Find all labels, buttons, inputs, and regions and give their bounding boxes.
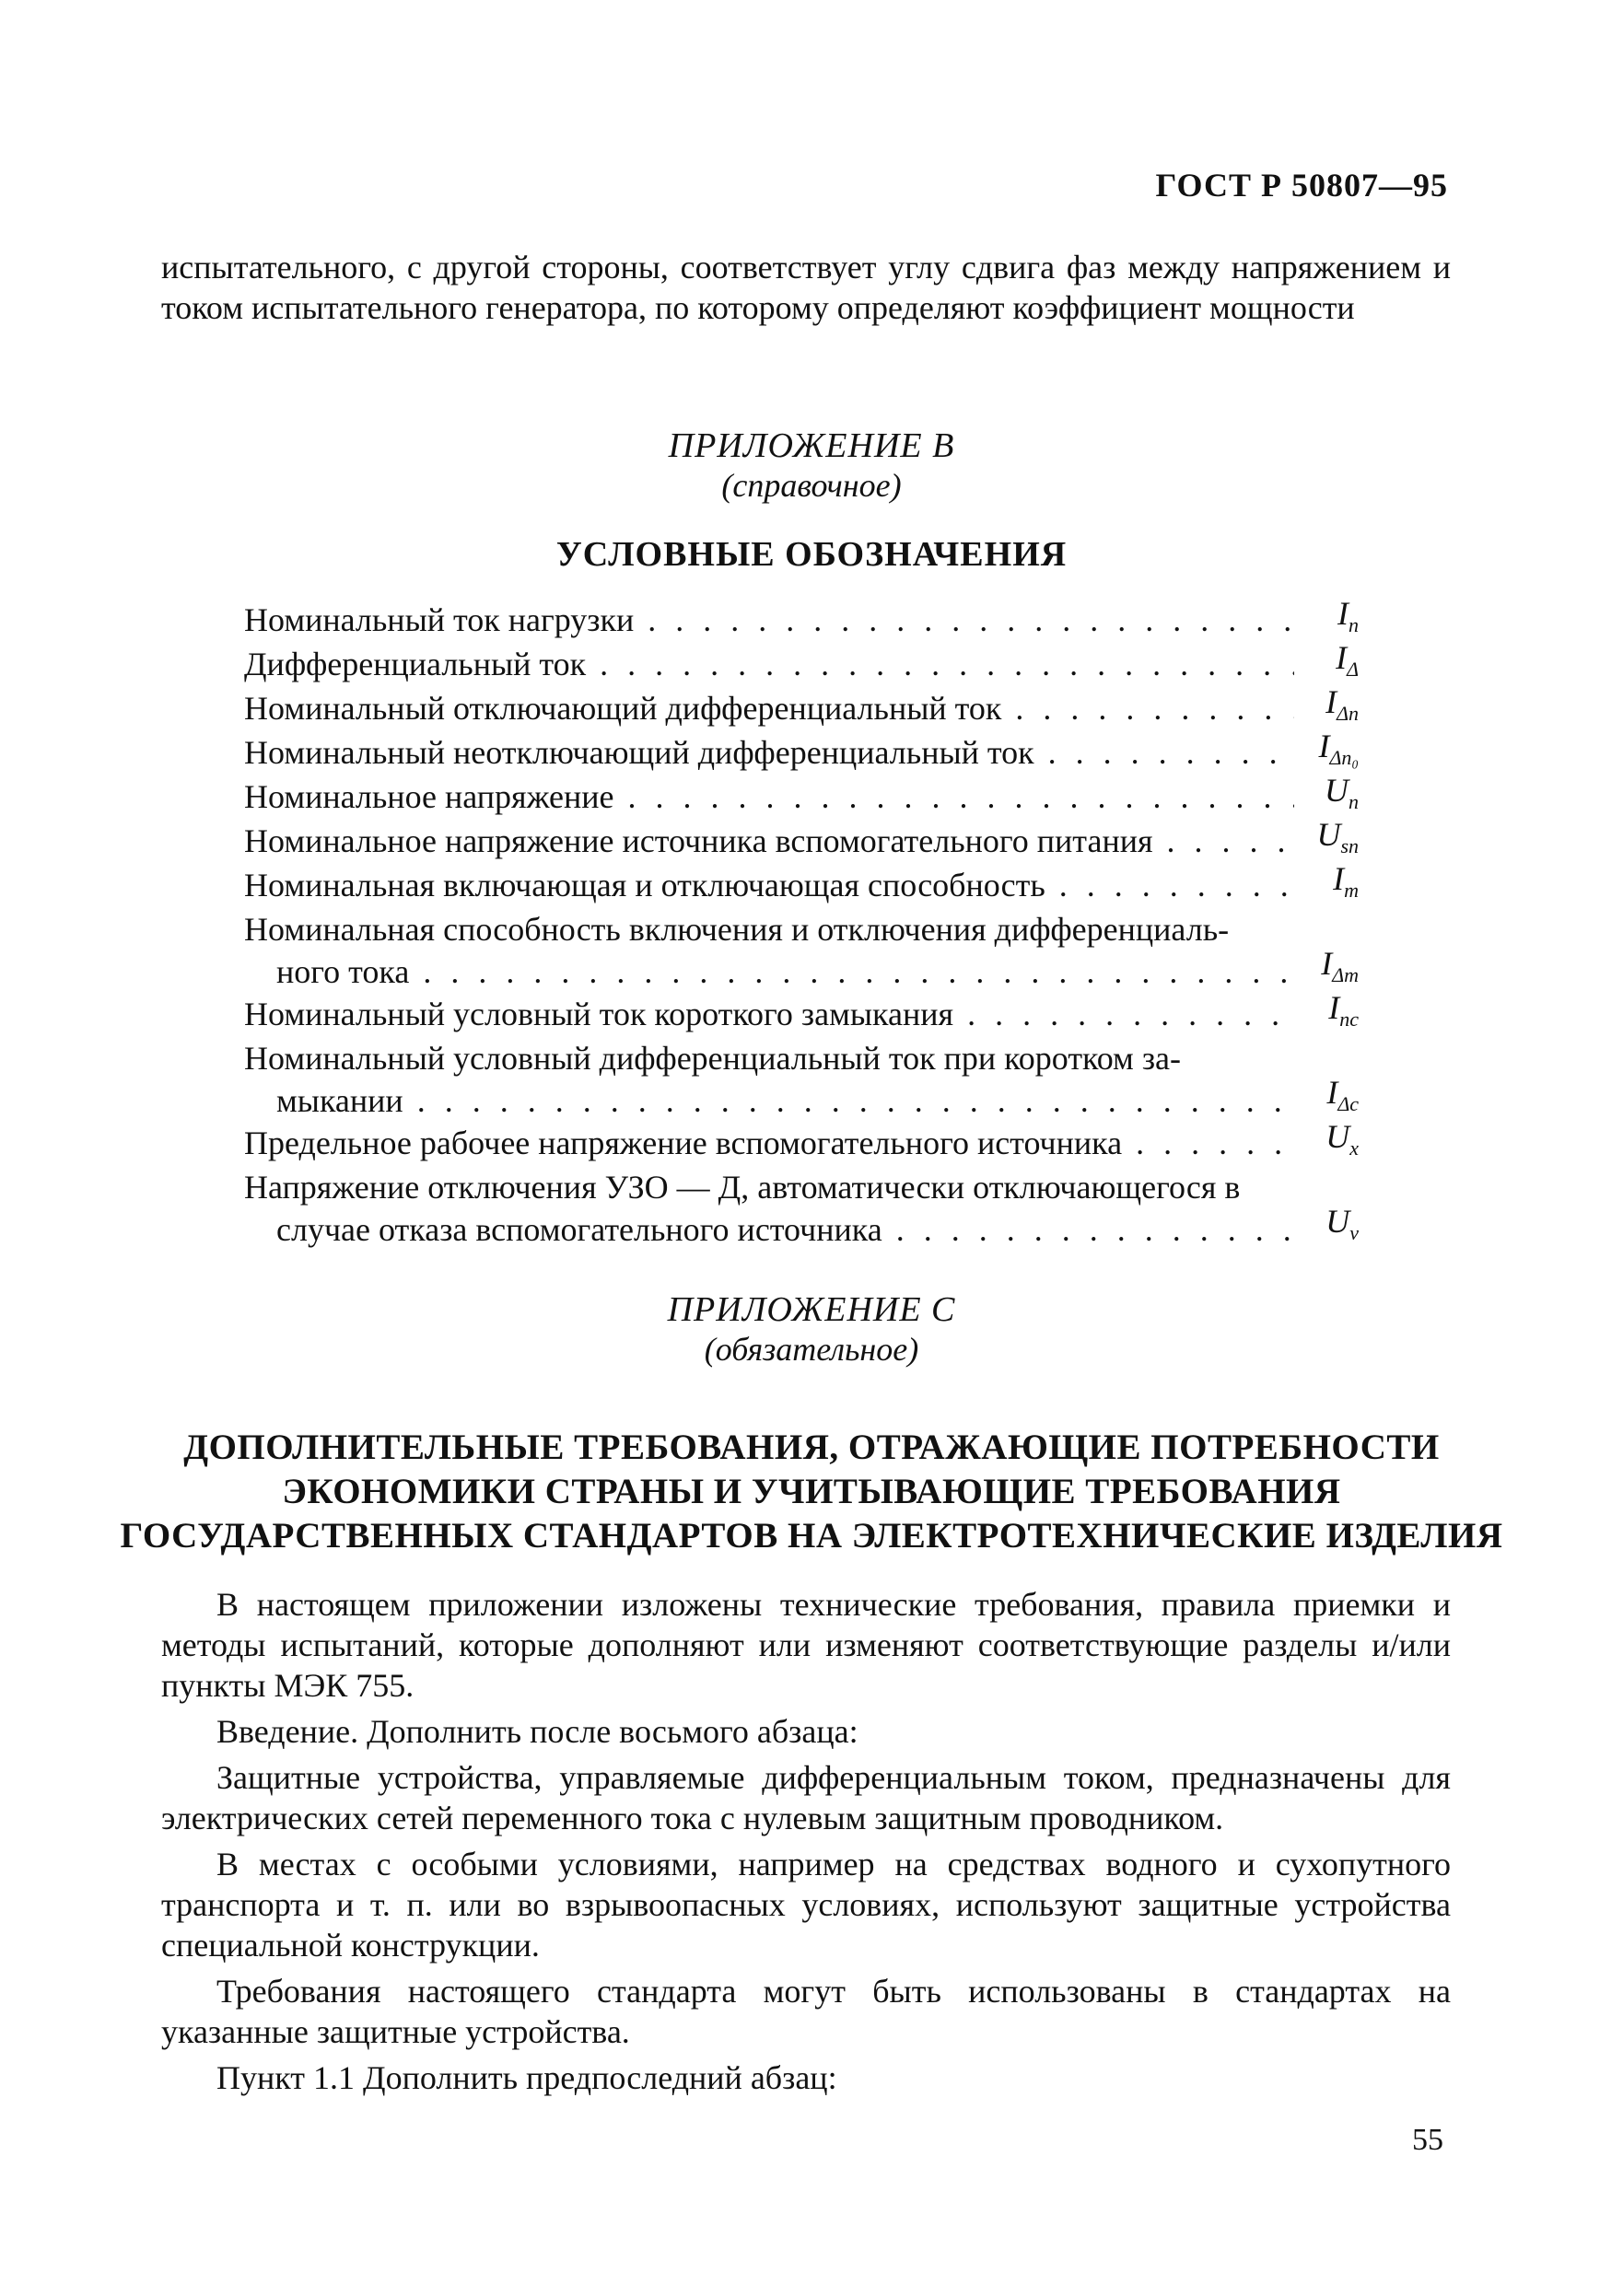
- symbol-label-line1: Напряжение отключения УЗО — Д, автоматически отключающегося в: [244, 1169, 1241, 1206]
- symbol-value: $I_{\Delta m}$: [1321, 945, 1359, 986]
- body-paragraph: В местах с особыми условиями, например на средствах водного и сухопутного транспорта и т. п. или во взрывоопасных условиях, используют защитные устройства специальной конструкции.: [161, 1846, 1451, 1964]
- symbol-label: Номинальный неотключающий дифференциальный ток: [244, 734, 1034, 771]
- symbol-label: Дифференциальный ток: [244, 646, 587, 682]
- body-paragraph: В настоящем приложении изложены технические требования, правила приемки и методы испытаний, которые дополняют или изменяют соответствующие разделы и/или пункты МЭК 755.: [161, 1586, 1451, 1704]
- page-number: 55: [1412, 2123, 1443, 2157]
- symbol-row: [244, 1118, 1359, 1166]
- appendix-b-subtitle: (справочное): [721, 467, 902, 504]
- symbol-value: $I_{\Delta n_0}$: [1318, 728, 1359, 769]
- heading-line: ДОПОЛНИТЕЛЬНЫЕ ТРЕБОВАНИЯ, ОТРАЖАЮЩИЕ ПОТРЕБНОСТИ: [183, 1428, 1440, 1467]
- symbol-row: [244, 772, 1359, 820]
- symbol-label: Номинальная включающая и отключающая способность: [244, 867, 1045, 903]
- symbol-value: $I_\Delta$: [1336, 639, 1359, 681]
- symbol-value: $U_v$: [1325, 1203, 1359, 1244]
- symbol-row: [244, 908, 1359, 993]
- symbols-list: [244, 595, 1359, 1251]
- symbol-label-line2: мыкании: [276, 1082, 403, 1119]
- symbol-value: $U_x$: [1325, 1118, 1359, 1160]
- symbol-label: Номинальное напряжение: [244, 778, 614, 815]
- symbol-label-line1: Номинальная способность включения и отключения дифференциаль-: [244, 911, 1230, 948]
- symbol-row: [244, 639, 1359, 687]
- body-paragraph: Требования настоящего стандарта могут быть использованы в стандартах на указанные защитные устройства.: [161, 1973, 1451, 2050]
- appendix-c-subtitle: (обязательное): [704, 1331, 919, 1368]
- symbol-label: Номинальный отключающий дифференциальный ток: [244, 690, 1002, 727]
- symbol-label: Номинальный ток нагрузки: [244, 601, 635, 638]
- symbol-row: [244, 989, 1359, 1037]
- symbol-row: [244, 816, 1359, 864]
- appendix-c-body: [161, 1584, 1451, 2098]
- symbol-value: $I_{\Delta c}$: [1326, 1074, 1359, 1115]
- appendix-c-heading: [0, 1426, 1623, 1558]
- symbol-row: [244, 860, 1359, 908]
- symbol-row: [244, 1166, 1359, 1251]
- symbol-label-line2: ного тока: [276, 953, 410, 990]
- symbol-row: [244, 728, 1359, 775]
- symbol-row: [244, 683, 1359, 731]
- heading-line: ГОСУДАРСТВЕННЫХ СТАНДАРТОВ НА ЭЛЕКТРОТЕХНИЧЕСКИЕ ИЗДЕЛИЯ: [120, 1516, 1503, 1556]
- symbol-label-line2: случае отказа вспомогательного источника: [276, 1211, 882, 1248]
- body-paragraph: Пункт 1.1 Дополнить предпоследний абзац:: [216, 2059, 837, 2096]
- symbol-row: [244, 1037, 1359, 1122]
- body-paragraph: Защитные устройства, управляемые дифференциальным током, предназначены для электрических сетей переменного тока с нулевым защитным проводником.: [161, 1759, 1451, 1836]
- appendix-c-title: ПРИЛОЖЕНИЕ С: [667, 1290, 956, 1329]
- symbol-label: Номинальное напряжение источника вспомогательного питания: [244, 822, 1153, 859]
- symbol-value: $U_n$: [1325, 772, 1359, 813]
- symbol-label: Номинальный условный ток короткого замыкания: [244, 996, 954, 1032]
- document-header: ГОСТ Р 50807—95: [1155, 167, 1448, 204]
- body-paragraph: Введение. Дополнить после восьмого абзаца:: [216, 1713, 858, 1750]
- symbol-value: $I_{nc}$: [1328, 989, 1359, 1031]
- symbol-value: $I_{\Delta n}$: [1325, 683, 1359, 725]
- symbol-value: $U_{sn}$: [1316, 816, 1359, 857]
- symbol-row: [244, 595, 1359, 643]
- intro-paragraph: испытательного, с другой стороны, соответствует углу сдвига фаз между напряжением и током испытательного генератора, по которому определяют коэффициент мощности: [161, 249, 1451, 326]
- symbol-label: Предельное рабочее напряжение вспомогательного источника: [244, 1125, 1123, 1161]
- symbol-label-line1: Номинальный условный дифференциальный ток при коротком за-: [244, 1040, 1181, 1077]
- appendix-b-title: ПРИЛОЖЕНИЕ В: [668, 426, 955, 465]
- appendix-b-heading: УСЛОВНЫЕ ОБОЗНАЧЕНИЯ: [555, 535, 1068, 574]
- symbol-value: $I_m$: [1333, 860, 1359, 902]
- symbol-value: $I_n$: [1337, 595, 1359, 636]
- heading-line: ЭКОНОМИКИ СТРАНЫ И УЧИТЫВАЮЩИЕ ТРЕБОВАНИЯ: [282, 1472, 1341, 1511]
